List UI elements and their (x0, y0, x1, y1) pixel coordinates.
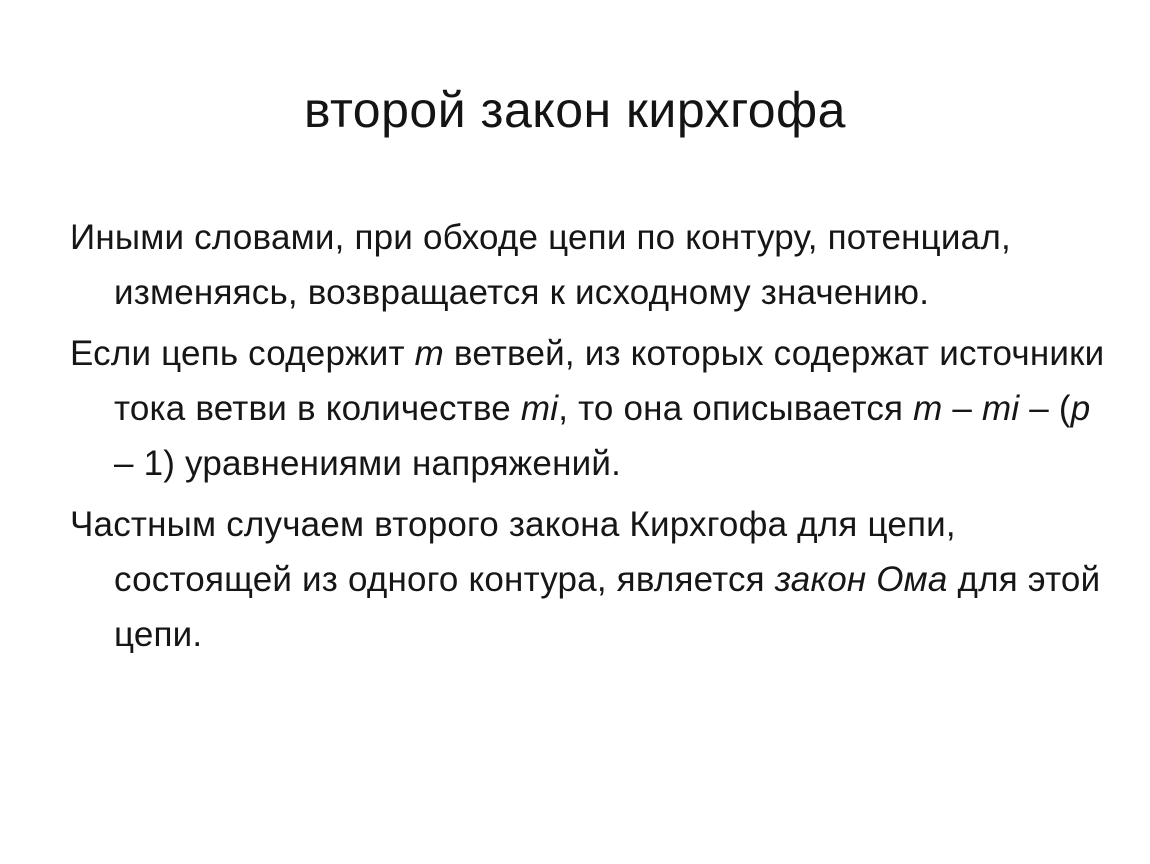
ohm-law-term: закон Ома (774, 560, 948, 599)
variable-mi: mi (520, 389, 559, 428)
slide-title: второй закон кирхгофа (304, 82, 846, 138)
variable-m: m (414, 334, 444, 373)
paragraph-ohm-law (70, 497, 1110, 662)
text-fragment: Частным случаем второго закона Кирхгофа для цепи, состоящей из одного контура, является (70, 505, 956, 599)
text-fragment: Если цепь содержит (70, 334, 415, 373)
text-fragment: , то она описывается (558, 389, 914, 428)
text-fragment: ветвей, из которых содержат источники тока ветви в количестве (114, 334, 1105, 428)
text-fragment: для этой цепи. (114, 560, 1101, 654)
text-fragment: – 1) уравнениями напряжений. (114, 444, 622, 483)
text-fragment: – (942, 389, 982, 428)
variable-p: p (1070, 389, 1091, 428)
text-fragment: – ( (1019, 389, 1071, 428)
paragraph-branches (70, 326, 1110, 491)
variable-mi: mi (981, 389, 1020, 428)
slide-body (70, 210, 1110, 662)
variable-m: m (913, 389, 943, 428)
paragraph-potential: Иными словами, при обходе цепи по контуру, потенциал, изменяясь, возвращается к исходному значению. (70, 218, 1011, 312)
